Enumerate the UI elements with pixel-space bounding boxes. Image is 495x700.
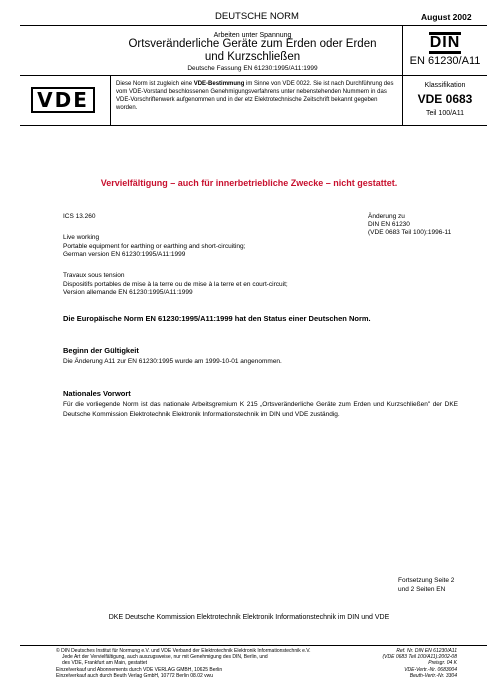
footer-reference: [355, 648, 457, 679]
validity-text: Die Änderung A11 zur EN 61230:1995 wurde am 1999-10-01 angenommen.: [63, 358, 282, 365]
french-line-1: Travaux sous tension: [63, 272, 125, 279]
header-rule-bottom: [20, 125, 487, 126]
header-rule-top: [20, 25, 487, 26]
footer-left-line-2: Jede Art der Vervielfältigung, auch auszugsweise, nur mit Genehmigung des DIN, Berlin, und: [62, 654, 268, 661]
vde-statement-pre: Diese Norm ist zugleich eine: [116, 81, 194, 87]
french-line-2: Dispositifs portables de mise à la terre ou de mise à la terre et en court-circuit;: [63, 280, 288, 288]
ics-code: ICS 13.260: [63, 213, 96, 220]
vde-logo-text: VDE: [31, 87, 95, 113]
din-logo-text: DIN: [429, 32, 462, 54]
foreword-text: Für die vorliegende Norm ist das nationale Arbeitsgremium K 215 „Ortsveränderliche Geräte zum Erden und Kurzschließen" der DKE Deutsche Kommission Elektrotechnik Elektronik Informationstechnik im DIN und VDE zuständig.: [63, 401, 458, 418]
footer-right-line-4: VDE-Vertr.-Nr. 0683004: [404, 666, 457, 673]
title-subtitle-bottom: Deutsche Fassung EN 61230:1995/A11:1999: [187, 65, 318, 72]
change-line-1: Änderung zu: [368, 213, 405, 220]
document-number: EN 61230/A11: [409, 55, 481, 67]
validity-heading: Beginn der Gültigkeit: [63, 346, 139, 355]
change-line-3: (VDE 0683 Teil 100):1996-11: [368, 229, 452, 236]
header-rule-middle: [20, 75, 487, 76]
footer-left-line-4: Einzelverkauf und Abonnements durch VDE VERLAG GMBH, 10625 Berlin: [56, 666, 223, 673]
footer-right-line-5: Beuth-Vertr.-Nr. 3304: [409, 672, 457, 679]
vde-statement-post: im Sinne von VDE 0022. Sie ist nach Durchführung des vom VDE-Vorstand beschlossenen Genehmigungsverfahrens unter nebenstehenden Nummern in das VDE-Vorschriftenwerk aufgenommen und in der etz Elektrotechnische Zeitschrift bekannt gegeben worden.: [116, 81, 394, 111]
footer-copyright: [56, 648, 346, 679]
classification-part: Teil 100/A11: [425, 110, 464, 117]
footer-right-line-3: Preisgr. 04 K: [428, 660, 457, 667]
status-statement: Die Europäische Norm EN 61230:1995/A11:1999 hat den Status einer Deutschen Norm.: [63, 314, 371, 323]
continuation-note: [398, 576, 454, 594]
classification-number: VDE 0683: [417, 92, 473, 106]
english-line-1: Live working: [63, 234, 100, 241]
vde-statement: [116, 80, 394, 112]
footer-left-line-5: Einzelverkauf auch durch Beuth Verlag GmbH, 10772 Berlin 08.02 vwu: [56, 672, 214, 679]
english-line-2: Portable equipment for earthing or earthing and short-circuiting;: [63, 242, 246, 250]
footer-rule: [20, 645, 487, 646]
dke-committee: DKE Deutsche Kommission Elektrotechnik Elektronik Informationstechnik im DIN und VDE: [108, 614, 390, 621]
change-reference: [368, 213, 451, 237]
title-line-2: und Kurzschließen: [204, 51, 301, 63]
vde-divider: [110, 75, 111, 125]
footer-left-line-3: des VDE, Frankfurt am Main, gestattet: [62, 660, 148, 667]
norm-type-label: DEUTSCHE NORM: [215, 11, 299, 22]
publication-date: August 2002: [421, 12, 472, 22]
english-line-3: German version EN 61230:1995/A11:1999: [63, 251, 186, 258]
copy-warning: Vervielfältigung – auch für innerbetriebliche Zwecke – nicht gestattet.: [100, 178, 398, 188]
vde-statement-bold: VDE-Bestimmung: [193, 81, 245, 87]
footer-right-line-1: Ref. Nr. DIN EN 61230/A11: [396, 648, 457, 654]
foreword-heading: Nationales Vorwort: [63, 389, 131, 398]
french-line-3: Version allemande EN 61230:1995/A11:1999: [63, 289, 193, 296]
french-title-block: [63, 272, 288, 298]
document-title: [110, 38, 395, 64]
change-line-2: DIN EN 61230: [368, 221, 410, 228]
title-line-1: Ortsveränderliche Geräte zum Erden oder Erden: [128, 38, 377, 50]
continuation-line-1: Fortsetzung Seite 2: [398, 577, 455, 584]
title-subtitle-top: Arbeiten unter Spannung: [213, 32, 292, 39]
vde-logo: [20, 82, 106, 118]
continuation-line-2: und 2 Seiten EN: [398, 586, 446, 593]
english-title-block: [63, 234, 245, 260]
footer-right-line-2: (VDE 0683 Teil 100/A11):2002-08: [382, 654, 457, 661]
din-logo: [403, 32, 487, 54]
classification-label: Klassifikation: [424, 82, 466, 89]
footer-left-line-1: © DIN Deutsches Institut für Normung e.V. und VDE Verband der Elektrotechnik Elektronik Informationstechnik e.V.: [56, 648, 311, 654]
